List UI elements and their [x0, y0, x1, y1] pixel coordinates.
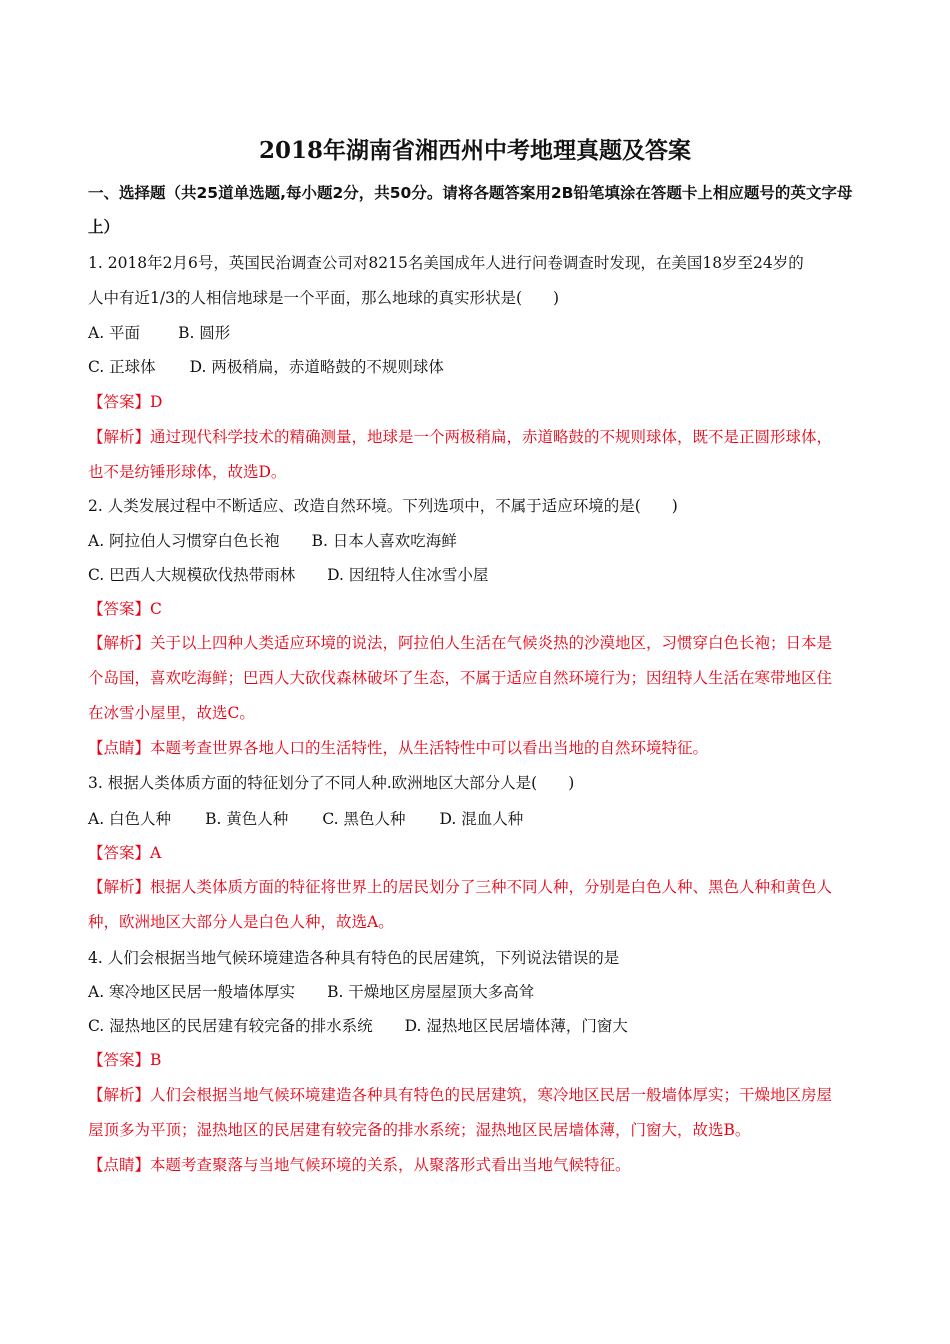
q3-analysis-line-1: 【解析】根据人类体质方面的特征将世界上的居民划分了三种不同人种，分别是白色人种、黑色人种和黄色人	[88, 878, 833, 896]
q4-stem: 4. 人们会根据当地气候环境建造各种具有特色的民居建筑，下列说法错误的是	[88, 949, 620, 967]
q3-answer: 【答案】A	[88, 844, 162, 862]
q1-stem-line-2: 人中有近1/3的人相信地球是一个平面，那么地球的真实形状是( )	[88, 289, 560, 307]
q2-options-ab	[88, 528, 878, 554]
q1-stem-line-1: 1. 2018年2月6号，英国民治调查公司对8215名美国成年人进行问卷调查时发现，在美国18岁至24岁的	[88, 254, 804, 272]
q3-option-c: C. 黑色人种	[322, 810, 406, 828]
q4-analysis-line-1: 【解析】人们会根据当地气候环境建造各种具有特色的民居建筑，寒冷地区民居一般墙体厚实；干燥地区房屋	[88, 1086, 833, 1104]
q1-answer: 【答案】D	[88, 393, 163, 411]
q4-tip: 【点睛】本题考查聚落与当地气候环境的关系，从聚落形式看出当地气候特征。	[88, 1156, 631, 1174]
q4-answer: 【答案】B	[88, 1051, 162, 1069]
q1-option-b: B. 圆形	[178, 324, 231, 342]
q1-option-c: C. 正球体	[88, 358, 156, 376]
q1-options-ab	[88, 320, 878, 346]
q2-analysis-line-3: 在冰雪小屋里，故选C。	[88, 704, 255, 722]
q2-analysis-line-1: 【解析】关于以上四种人类适应环境的说法，阿拉伯人生活在气候炎热的沙漠地区，习惯穿白色长袍；日本是	[88, 634, 833, 652]
q4-analysis-line-2: 屋顶多为平顶；湿热地区的民居建有较完备的排水系统；湿热地区民居墙体薄，门窗大，故选B。	[88, 1121, 751, 1139]
section-heading: 一、选择题（共25道单选题,每小题2分，共50分。请将各题答案用2B铅笔填涂在答题卡上相应题号的英文字母上）	[88, 184, 853, 236]
q1-analysis-line-2: 也不是纺锤形球体，故选D。	[88, 463, 287, 481]
q3-stem: 3. 根据人类体质方面的特征划分了不同人种.欧洲地区大部分人是( )	[88, 774, 575, 792]
q3-options	[88, 806, 878, 832]
q2-option-b: B. 日本人喜欢吃海鲜	[311, 532, 457, 550]
q2-option-d: D. 因纽特人住冰雪小屋	[327, 566, 489, 584]
q4-options-ab	[88, 979, 878, 1005]
q4-option-c: C. 湿热地区的民居建有较完备的排水系统	[88, 1017, 373, 1035]
q3-analysis-line-2: 种，欧洲地区大部分人是白色人种，故选A。	[88, 913, 394, 931]
q4-option-a: A. 寒冷地区民居一般墙体厚实	[88, 983, 296, 1001]
q4-option-b: B. 干燥地区房屋屋顶大多高耸	[327, 983, 535, 1001]
q4-option-d: D. 湿热地区民居墙体薄，门窗大	[404, 1017, 628, 1035]
q3-option-b: B. 黄色人种	[205, 810, 289, 828]
q1-option-a: A. 平面	[88, 324, 141, 342]
q4-options-cd	[88, 1013, 878, 1039]
q3-option-d: D. 混血人种	[439, 810, 524, 828]
q2-option-c: C. 巴西人大规模砍伐热带雨林	[88, 566, 296, 584]
q2-tip: 【点睛】本题考查世界各地人口的生活特性，从生活特性中可以看出当地的自然环境特征。	[88, 739, 709, 757]
q2-options-cd	[88, 562, 878, 588]
page-title: 2018年湖南省湘西州中考地理真题及答案	[258, 137, 691, 164]
q2-option-a: A. 阿拉伯人习惯穿白色长袍	[88, 532, 280, 550]
q1-analysis-line-1: 【解析】通过现代科学技术的精确测量，地球是一个两极稍扁，赤道略鼓的不规则球体，既不是正圆形球体，	[88, 428, 833, 446]
q1-option-d: D. 两极稍扁，赤道略鼓的不规则球体	[189, 358, 444, 376]
q2-stem: 2. 人类发展过程中不断适应、改造自然环境。下列选项中，不属于适应环境的是( )	[88, 497, 678, 515]
q3-option-a: A. 白色人种	[88, 810, 172, 828]
q2-analysis-line-2: 个岛国，喜欢吃海鲜；巴西人大砍伐森林破坏了生态，不属于适应自然环境行为；因纽特人生活在寒带地区住	[88, 669, 833, 687]
q1-options-cd	[88, 354, 878, 380]
q2-answer: 【答案】C	[88, 600, 162, 618]
